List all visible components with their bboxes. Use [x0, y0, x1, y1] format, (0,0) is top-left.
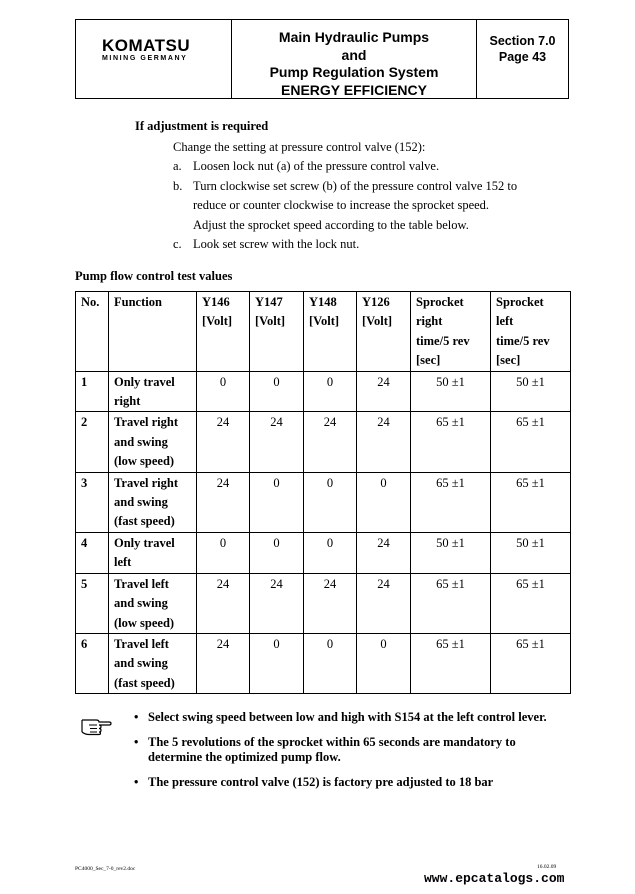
cell-sprocket-left: 65 ±1 — [491, 573, 571, 633]
table-row — [76, 633, 571, 693]
cell-function: Travel right and swing (fast speed) — [109, 472, 197, 532]
step-text: Adjust the sprocket speed according to the table below. — [193, 217, 469, 232]
step-b-continued — [173, 216, 573, 235]
cell-y146: 24 — [197, 633, 250, 693]
header-function: Function — [109, 292, 197, 372]
header-y146: Y146 [Volt] — [197, 292, 250, 372]
cell-y147: 0 — [250, 371, 304, 412]
cell-sprocket-right: 65 ±1 — [411, 472, 491, 532]
step-b — [173, 177, 573, 196]
cell-y126: 24 — [357, 371, 411, 412]
cell-sprocket-right: 65 ±1 — [411, 412, 491, 472]
note-item — [134, 710, 554, 725]
pointing-hand-icon — [80, 714, 112, 736]
bullet: • — [134, 735, 139, 749]
title-line-4: ENERGY EFFICIENCY — [281, 81, 427, 98]
cell-no: 3 — [76, 472, 109, 532]
cell-function: Travel left and swing (fast speed) — [109, 633, 197, 693]
table-row — [76, 573, 571, 633]
header-y147: Y147 [Volt] — [250, 292, 304, 372]
logo-brand: KOMATSU — [102, 36, 191, 55]
page-number: Page 43 — [498, 49, 547, 64]
table-row — [76, 532, 571, 573]
note-text: Select swing speed between low and high with S154 at the left control lever. — [148, 710, 547, 724]
step-label: c. — [173, 237, 182, 252]
cell-y126: 24 — [357, 412, 411, 472]
cell-y126: 0 — [357, 472, 411, 532]
bullet: • — [134, 775, 139, 789]
cell-function: Only travel left — [109, 532, 197, 573]
cell-function: Only travel right — [109, 371, 197, 412]
adjustment-intro: Change the setting at pressure control valve (152): — [173, 140, 426, 154]
step-text: Loosen lock nut (a) of the pressure control valve. — [193, 159, 440, 174]
page-header — [75, 19, 569, 99]
title-line-1: Main Hydraulic Pumps — [278, 29, 430, 45]
cell-no: 2 — [76, 412, 109, 472]
cell-y126: 0 — [357, 633, 411, 693]
footer-filename: PC4000_Sec_7-0_rev2.doc — [75, 866, 136, 872]
header-y126: Y126 [Volt] — [357, 292, 411, 372]
header-sprocket-right: Sprocket right time/5 rev [sec] — [411, 292, 491, 372]
step-b-continued — [173, 196, 573, 215]
table-row — [76, 371, 571, 412]
bullet: • — [134, 710, 139, 724]
cell-sprocket-left: 65 ±1 — [491, 633, 571, 693]
cell-sprocket-right: 65 ±1 — [411, 633, 491, 693]
cell-y148: 0 — [304, 532, 357, 573]
header-y148: Y148 [Volt] — [304, 292, 357, 372]
company-logo — [76, 20, 232, 98]
note-text: The 5 revolutions of the sprocket within 65 seconds are mandatory to determine the optimized pump flow. — [148, 735, 516, 764]
cell-y148: 0 — [304, 371, 357, 412]
cell-no: 5 — [76, 573, 109, 633]
note-item — [134, 775, 554, 790]
cell-y146: 24 — [197, 573, 250, 633]
step-text: Turn clockwise set screw (b) of the pressure control valve 152 to — [193, 178, 518, 193]
cell-y146: 0 — [197, 371, 250, 412]
header-no: No. — [76, 292, 109, 372]
note-item — [134, 735, 554, 765]
cell-no: 4 — [76, 532, 109, 573]
cell-sprocket-left: 50 ±1 — [491, 532, 571, 573]
table-title: Pump flow control test values — [75, 269, 233, 283]
cell-sprocket-left: 50 ±1 — [491, 371, 571, 412]
section-number: Section 7.0 — [489, 34, 556, 48]
header-sprocket-left: Sprocket left time/5 rev [sec] — [491, 292, 571, 372]
cell-sprocket-right: 50 ±1 — [411, 532, 491, 573]
note-text: The pressure control valve (152) is factory pre adjusted to 18 bar — [148, 775, 494, 789]
step-label: a. — [173, 159, 182, 174]
cell-y147: 0 — [250, 633, 304, 693]
cell-y147: 0 — [250, 532, 304, 573]
cell-y147: 24 — [250, 573, 304, 633]
cell-function: Travel right and swing (low speed) — [109, 412, 197, 472]
logo-subtitle: MINING GERMANY — [102, 55, 188, 62]
document-title — [232, 20, 477, 98]
step-text: reduce or counter clockwise to increase the sprocket speed. — [193, 198, 490, 213]
adjustment-heading: If adjustment is required — [135, 119, 269, 133]
cell-function: Travel left and swing (low speed) — [109, 573, 197, 633]
step-c — [173, 235, 573, 254]
step-label: b. — [173, 178, 183, 193]
cell-y147: 0 — [250, 472, 304, 532]
table-row — [76, 472, 571, 532]
test-values-table — [75, 291, 571, 694]
cell-y148: 0 — [304, 472, 357, 532]
adjustment-instructions — [173, 138, 573, 254]
watermark-url[interactable]: www.epcatalogs.com — [424, 871, 565, 886]
cell-y146: 0 — [197, 532, 250, 573]
table-row — [76, 412, 571, 472]
title-line-2: and — [341, 46, 367, 63]
section-info — [477, 20, 568, 98]
cell-no: 1 — [76, 371, 109, 412]
title-line-3: Pump Regulation System — [269, 64, 439, 80]
cell-no: 6 — [76, 633, 109, 693]
cell-y148: 0 — [304, 633, 357, 693]
footer-date: 16.02.09 — [537, 864, 557, 870]
step-text: Look set screw with the lock nut. — [193, 237, 360, 252]
cell-y148: 24 — [304, 412, 357, 472]
notes-list — [134, 710, 554, 800]
cell-y147: 24 — [250, 412, 304, 472]
cell-y126: 24 — [357, 573, 411, 633]
cell-y146: 24 — [197, 472, 250, 532]
cell-y126: 24 — [357, 532, 411, 573]
cell-sprocket-left: 65 ±1 — [491, 412, 571, 472]
cell-y146: 24 — [197, 412, 250, 472]
table-header-row — [76, 292, 571, 372]
cell-sprocket-left: 65 ±1 — [491, 472, 571, 532]
step-a — [173, 157, 573, 176]
cell-sprocket-right: 65 ±1 — [411, 573, 491, 633]
cell-y148: 24 — [304, 573, 357, 633]
cell-sprocket-right: 50 ±1 — [411, 371, 491, 412]
